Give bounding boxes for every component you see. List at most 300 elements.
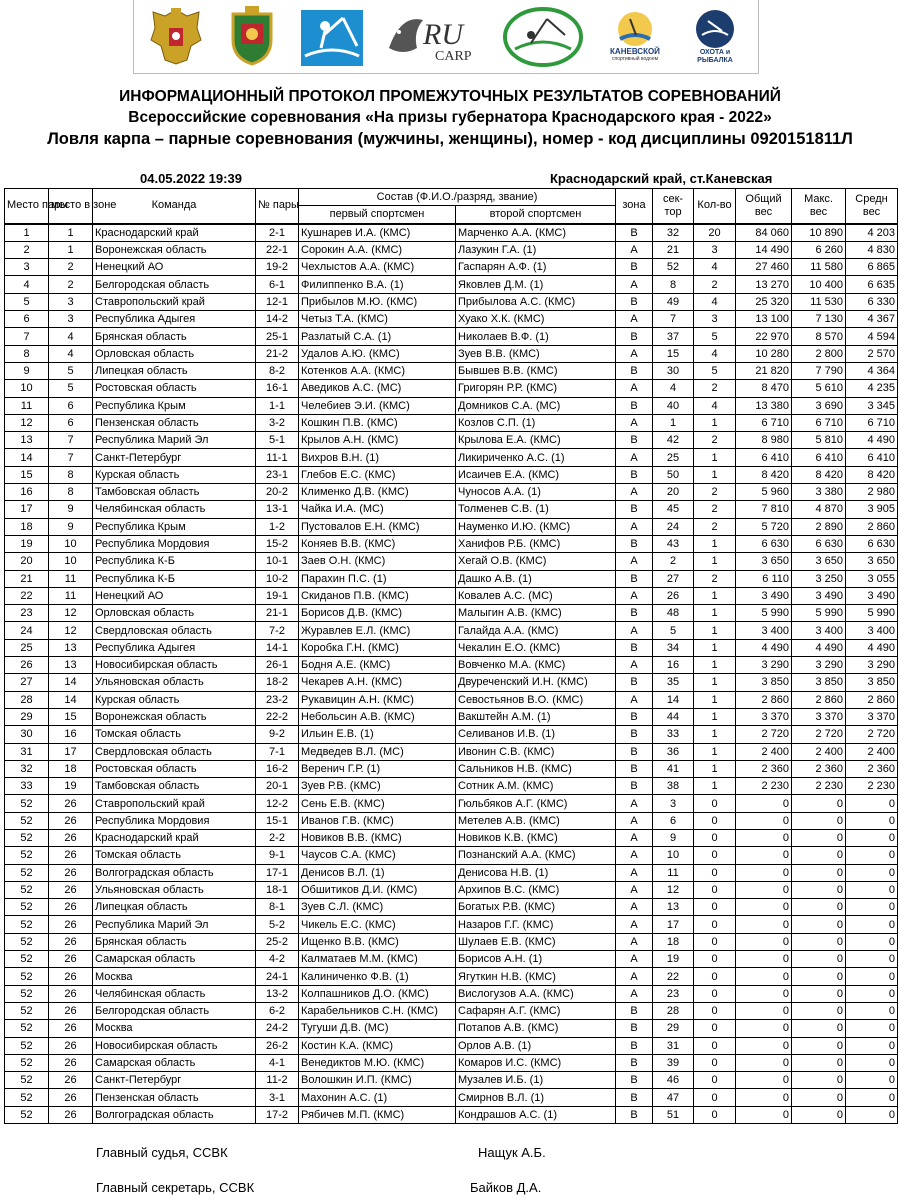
cell-avg: 0 [846,1106,898,1123]
cell-sector: 49 [653,293,694,310]
cell-pair-no: 5-1 [256,432,299,449]
cell-place-zone: 17 [49,743,93,760]
cell-max: 0 [792,1054,846,1071]
cell-place-pair: 52 [5,1002,49,1019]
cell-zone: A [616,311,653,328]
cell-avg: 4 203 [846,224,898,242]
cell-avg: 4 367 [846,311,898,328]
cell-max: 0 [792,1072,846,1089]
cell-avg: 0 [846,829,898,846]
cell-team: Республика Адыгея [93,639,256,656]
fisherman-icon [299,4,365,70]
cell-max: 6 410 [792,449,846,466]
cell-avg: 5 990 [846,605,898,622]
cell-team: Томская область [93,847,256,864]
cell-max: 8 570 [792,328,846,345]
cell-place-zone: 26 [49,1089,93,1106]
cell-avg: 0 [846,1089,898,1106]
cell-total: 6 110 [736,570,792,587]
cell-place-pair: 52 [5,881,49,898]
cell-sector: 15 [653,345,694,362]
cell-place-pair: 52 [5,829,49,846]
cell-zone: A [616,916,653,933]
cell-place-pair: 52 [5,951,49,968]
cell-place-pair: 2 [5,241,49,258]
cell-sector: 1 [653,414,694,431]
cell-first: Удалов А.Ю. (КМС) [299,345,456,362]
cell-zone: A [616,829,653,846]
cell-count: 0 [694,899,736,916]
table-row [5,1089,898,1106]
cell-first: Журавлев Е.Л. (КМС) [299,622,456,639]
cell-first: Иванов Г.В. (КМС) [299,812,456,829]
cell-total: 3 400 [736,622,792,639]
cell-sector: 34 [653,639,694,656]
cell-place-zone: 26 [49,1106,93,1123]
cell-total: 4 490 [736,639,792,656]
cell-place-zone: 1 [49,241,93,258]
cell-team: Республика Крым [93,518,256,535]
cell-avg: 2 980 [846,484,898,501]
cell-place-pair: 52 [5,1020,49,1037]
cell-first: Зуев Р.В. (КМС) [299,778,456,795]
cell-second: Толменев С.В. (1) [456,501,616,518]
table-row [5,484,898,501]
cell-total: 7 810 [736,501,792,518]
cell-zone: A [616,241,653,258]
cell-pair-no: 14-2 [256,311,299,328]
cell-zone: A [616,933,653,950]
cell-sector: 51 [653,1106,694,1123]
cell-second: Двуреченский И.Н. (КМС) [456,674,616,691]
cell-count: 0 [694,916,736,933]
cell-first: Кошкин П.В. (КМС) [299,414,456,431]
cell-max: 0 [792,933,846,950]
cell-place-zone: 14 [49,691,93,708]
cell-total: 0 [736,1020,792,1037]
cell-pair-no: 10-1 [256,553,299,570]
cell-pair-no: 1-1 [256,397,299,414]
cell-place-zone: 4 [49,328,93,345]
cell-sector: 46 [653,1072,694,1089]
cell-place-zone: 4 [49,345,93,362]
cell-count: 1 [694,760,736,777]
cell-max: 0 [792,968,846,985]
cell-first: Челебиев Э.И. (КМС) [299,397,456,414]
cell-pair-no: 4-1 [256,1054,299,1071]
cell-max: 2 860 [792,691,846,708]
table-row [5,864,898,881]
cell-sector: 31 [653,1037,694,1054]
cell-place-pair: 4 [5,276,49,293]
cell-place-pair: 30 [5,726,49,743]
col-place-zone: место в зоне [49,189,93,224]
cell-sector: 42 [653,432,694,449]
table-row [5,224,898,242]
table-row [5,916,898,933]
cell-total: 0 [736,1106,792,1123]
cell-max: 6 710 [792,414,846,431]
cell-total: 2 720 [736,726,792,743]
cell-total: 0 [736,1054,792,1071]
cell-zone: A [616,276,653,293]
cell-total: 25 320 [736,293,792,310]
cell-place-zone: 26 [49,985,93,1002]
cell-count: 0 [694,1089,736,1106]
cell-second: Исаичев Е.А. (КМС) [456,466,616,483]
cell-count: 1 [694,449,736,466]
kanevskoy-sub: спортивный водоем [611,56,659,62]
cell-pair-no: 12-2 [256,795,299,812]
cell-first: Коробка Г.Н. (КМС) [299,639,456,656]
cell-count: 1 [694,622,736,639]
table-row [5,760,898,777]
cell-second: Хуако Х.К. (КМС) [456,311,616,328]
cell-pair-no: 10-2 [256,570,299,587]
cell-max: 3 690 [792,397,846,414]
cell-avg: 0 [846,899,898,916]
cell-first: Обшитиков Д.И. (КМС) [299,881,456,898]
cell-max: 0 [792,795,846,812]
cell-place-pair: 1 [5,224,49,242]
cell-zone: A [616,795,653,812]
cell-pair-no: 15-1 [256,812,299,829]
table-row [5,241,898,258]
cell-place-pair: 17 [5,501,49,518]
cell-second: Назаров Г.Г. (КМС) [456,916,616,933]
cell-count: 0 [694,933,736,950]
cell-count: 1 [694,674,736,691]
cell-count: 1 [694,691,736,708]
cell-place-zone: 26 [49,1037,93,1054]
cell-count: 0 [694,847,736,864]
cell-pair-no: 4-2 [256,951,299,968]
cell-first: Ищенко В.В. (КМС) [299,933,456,950]
cell-pair-no: 25-2 [256,933,299,950]
table-row [5,397,898,414]
table-row [5,726,898,743]
cell-zone: B [616,397,653,414]
table-row [5,1037,898,1054]
cell-second: Козлов С.П. (1) [456,414,616,431]
cell-avg: 3 490 [846,587,898,604]
cell-pair-no: 18-2 [256,674,299,691]
cell-pair-no: 13-2 [256,985,299,1002]
cell-first: Веренич Г.Р. (1) [299,760,456,777]
cell-max: 10 890 [792,224,846,242]
cell-first: Махонин А.С. (1) [299,1089,456,1106]
cell-pair-no: 20-1 [256,778,299,795]
cell-first: Калматаев М.М. (КМС) [299,951,456,968]
cell-avg: 0 [846,933,898,950]
cell-sector: 21 [653,241,694,258]
table-row [5,657,898,674]
cell-second: Сотник А.М. (КМС) [456,778,616,795]
cell-first: Венедиктов М.Ю. (КМС) [299,1054,456,1071]
cell-pair-no: 20-2 [256,484,299,501]
protocol-place: Краснодарский край, ст.Каневская [550,171,773,186]
cell-max: 0 [792,1037,846,1054]
cell-zone: B [616,224,653,242]
cell-pair-no: 23-2 [256,691,299,708]
cell-second: Чуносов А.А. (1) [456,484,616,501]
cell-first: Клименко Д.В. (КМС) [299,484,456,501]
cell-avg: 3 055 [846,570,898,587]
cell-place-zone: 11 [49,587,93,604]
cell-total: 0 [736,1002,792,1019]
cell-place-pair: 13 [5,432,49,449]
cell-pair-no: 16-1 [256,380,299,397]
cell-max: 0 [792,864,846,881]
cell-team: Ульяновская область [93,881,256,898]
cell-team: Пензенская область [93,414,256,431]
cell-max: 3 370 [792,708,846,725]
cell-total: 27 460 [736,259,792,276]
cell-sector: 23 [653,985,694,1002]
cell-sector: 52 [653,259,694,276]
cell-count: 4 [694,345,736,362]
cell-place-pair: 52 [5,1072,49,1089]
cell-first: Коняев В.В. (КМС) [299,535,456,552]
cell-place-zone: 8 [49,466,93,483]
cell-second: Орлов А.В. (1) [456,1037,616,1054]
kanevskoy-logo [603,4,667,70]
cell-second: Ивонин С.В. (КМС) [456,743,616,760]
cell-second: Ликириченко А.С. (1) [456,449,616,466]
table-row [5,570,898,587]
cell-zone: B [616,293,653,310]
cell-max: 11 530 [792,293,846,310]
cell-max: 3 380 [792,484,846,501]
cell-pair-no: 8-1 [256,899,299,916]
cell-zone: A [616,484,653,501]
cell-total: 0 [736,795,792,812]
cell-place-pair: 31 [5,743,49,760]
cell-place-zone: 26 [49,864,93,881]
cell-total: 2 360 [736,760,792,777]
cell-second: Севостьянов В.О. (КМС) [456,691,616,708]
cell-sector: 14 [653,691,694,708]
cell-team: Орловская область [93,345,256,362]
cell-team: Краснодарский край [93,224,256,242]
cell-avg: 2 860 [846,518,898,535]
cell-sector: 44 [653,708,694,725]
table-row [5,605,898,622]
cell-sector: 22 [653,968,694,985]
cell-max: 8 420 [792,466,846,483]
cell-count: 2 [694,501,736,518]
cell-sector: 36 [653,743,694,760]
table-row [5,449,898,466]
cell-total: 0 [736,847,792,864]
table-row [5,432,898,449]
cell-team: Санкт-Петербург [93,449,256,466]
logo-bar [133,0,759,74]
cell-avg: 2 860 [846,691,898,708]
cell-team: Москва [93,968,256,985]
hunting-logo [685,4,745,70]
cell-zone: B [616,639,653,656]
cell-avg: 4 490 [846,432,898,449]
cell-sector: 11 [653,864,694,881]
cell-zone: A [616,951,653,968]
cell-avg: 0 [846,881,898,898]
cell-first: Чикель Е.С. (КМС) [299,916,456,933]
cell-team: Республика К-Б [93,570,256,587]
kanevskoy-text: КАНЕВСКОЙ [610,47,660,56]
cell-place-pair: 52 [5,1089,49,1106]
table-row [5,1054,898,1071]
cell-max: 4 490 [792,639,846,656]
cell-first: Аведиков А.С. (МС) [299,380,456,397]
competition-name: Всероссийские соревнования «На призы губернатора Краснодарского края - 2022» [128,109,772,126]
cell-place-zone: 7 [49,432,93,449]
cell-first: Зуев С.Л. (КМС) [299,899,456,916]
cell-avg: 8 420 [846,466,898,483]
secretary-label: Главный секретарь, ССВК [96,1180,255,1195]
cell-avg: 0 [846,795,898,812]
table-row [5,553,898,570]
cell-second: Новиков К.В. (КМС) [456,829,616,846]
cell-count: 2 [694,432,736,449]
cell-team: Курская область [93,466,256,483]
table-row [5,362,898,379]
table-row [5,311,898,328]
cell-team: Ненецкий АО [93,587,256,604]
cell-second: Крылова Е.А. (КМС) [456,432,616,449]
cell-pair-no: 12-1 [256,293,299,310]
cell-pair-no: 1-2 [256,518,299,535]
table-row [5,847,898,864]
cell-avg: 6 865 [846,259,898,276]
cell-max: 0 [792,985,846,1002]
table-row [5,951,898,968]
cell-place-pair: 52 [5,795,49,812]
cell-avg: 2 570 [846,345,898,362]
cell-zone: A [616,449,653,466]
judge-name: Нащук А.Б. [478,1145,546,1160]
cell-team: Москва [93,1020,256,1037]
table-row [5,639,898,656]
cell-avg: 6 710 [846,414,898,431]
cell-pair-no: 11-2 [256,1072,299,1089]
cell-first: Карабельников С.Н. (КМС) [299,1002,456,1019]
cell-pair-no: 9-1 [256,847,299,864]
cell-sector: 13 [653,899,694,916]
cell-place-pair: 27 [5,674,49,691]
cell-first: Сорокин А.А. (КМС) [299,241,456,258]
cell-zone: B [616,535,653,552]
cell-total: 0 [736,864,792,881]
cell-count: 3 [694,241,736,258]
cell-first: Денисов В.Л. (1) [299,864,456,881]
cell-sector: 25 [653,449,694,466]
cell-team: Ростовская область [93,760,256,777]
cell-total: 0 [736,1089,792,1106]
cell-place-pair: 33 [5,778,49,795]
table-row [5,466,898,483]
table-row [5,691,898,708]
cell-place-zone: 26 [49,951,93,968]
cell-sector: 4 [653,380,694,397]
cell-second: Сафарян А.Г. (КМС) [456,1002,616,1019]
cell-count: 4 [694,397,736,414]
cell-count: 1 [694,466,736,483]
cell-first: Калиниченко Ф.В. (1) [299,968,456,985]
cell-place-pair: 52 [5,864,49,881]
cell-count: 4 [694,293,736,310]
cell-max: 0 [792,1020,846,1037]
cell-first: Парахин П.С. (1) [299,570,456,587]
cell-second: Архипов В.С. (КМС) [456,881,616,898]
cell-place-pair: 21 [5,570,49,587]
cell-zone: A [616,968,653,985]
cell-count: 1 [694,708,736,725]
cell-zone: B [616,1106,653,1123]
cell-max: 0 [792,951,846,968]
document-header [0,86,900,150]
cell-team: Самарская область [93,951,256,968]
cell-pair-no: 7-1 [256,743,299,760]
cell-pair-no: 2-1 [256,224,299,242]
cell-team: Ставропольский край [93,795,256,812]
cell-place-zone: 7 [49,449,93,466]
cell-place-zone: 26 [49,1072,93,1089]
rucarp-logo [383,4,483,70]
col-sector: сек-тор [653,189,694,224]
col-composition: Состав (Ф.И.О./разряд, звание) [299,189,616,206]
cell-sector: 30 [653,362,694,379]
cell-second: Яковлев Д.М. (1) [456,276,616,293]
cell-total: 13 380 [736,397,792,414]
cell-zone: B [616,1002,653,1019]
cell-second: Познанский А.А. (КМС) [456,847,616,864]
cell-place-pair: 15 [5,466,49,483]
cell-sector: 37 [653,328,694,345]
cell-max: 0 [792,899,846,916]
cell-zone: A [616,380,653,397]
cell-total: 0 [736,916,792,933]
cell-first: Заев О.Н. (КМС) [299,553,456,570]
cell-second: Зуев В.В. (КМС) [456,345,616,362]
col-place-pair: Место пары [5,189,49,224]
cell-avg: 0 [846,864,898,881]
cell-second: Бывшев В.В. (КМС) [456,362,616,379]
cell-pair-no: 21-1 [256,605,299,622]
cell-team: Воронежская область [93,241,256,258]
cell-avg: 3 290 [846,657,898,674]
cell-avg: 2 720 [846,726,898,743]
cell-place-zone: 5 [49,380,93,397]
cell-count: 1 [694,639,736,656]
cell-pair-no: 6-2 [256,1002,299,1019]
cell-pair-no: 17-1 [256,864,299,881]
hunting-text: ОХОТА и РЫБАЛКА [697,48,733,64]
cell-max: 0 [792,1002,846,1019]
cell-place-zone: 12 [49,622,93,639]
cell-total: 0 [736,968,792,985]
cell-second: Науменко И.Ю. (КМС) [456,518,616,535]
cell-pair-no: 13-1 [256,501,299,518]
cell-total: 0 [736,812,792,829]
table-row [5,899,898,916]
cell-max: 3 650 [792,553,846,570]
cell-second: Гаспарян А.Ф. (1) [456,259,616,276]
cell-place-zone: 26 [49,968,93,985]
cell-total: 6 630 [736,535,792,552]
cell-team: Свердловская область [93,622,256,639]
cell-place-zone: 26 [49,916,93,933]
